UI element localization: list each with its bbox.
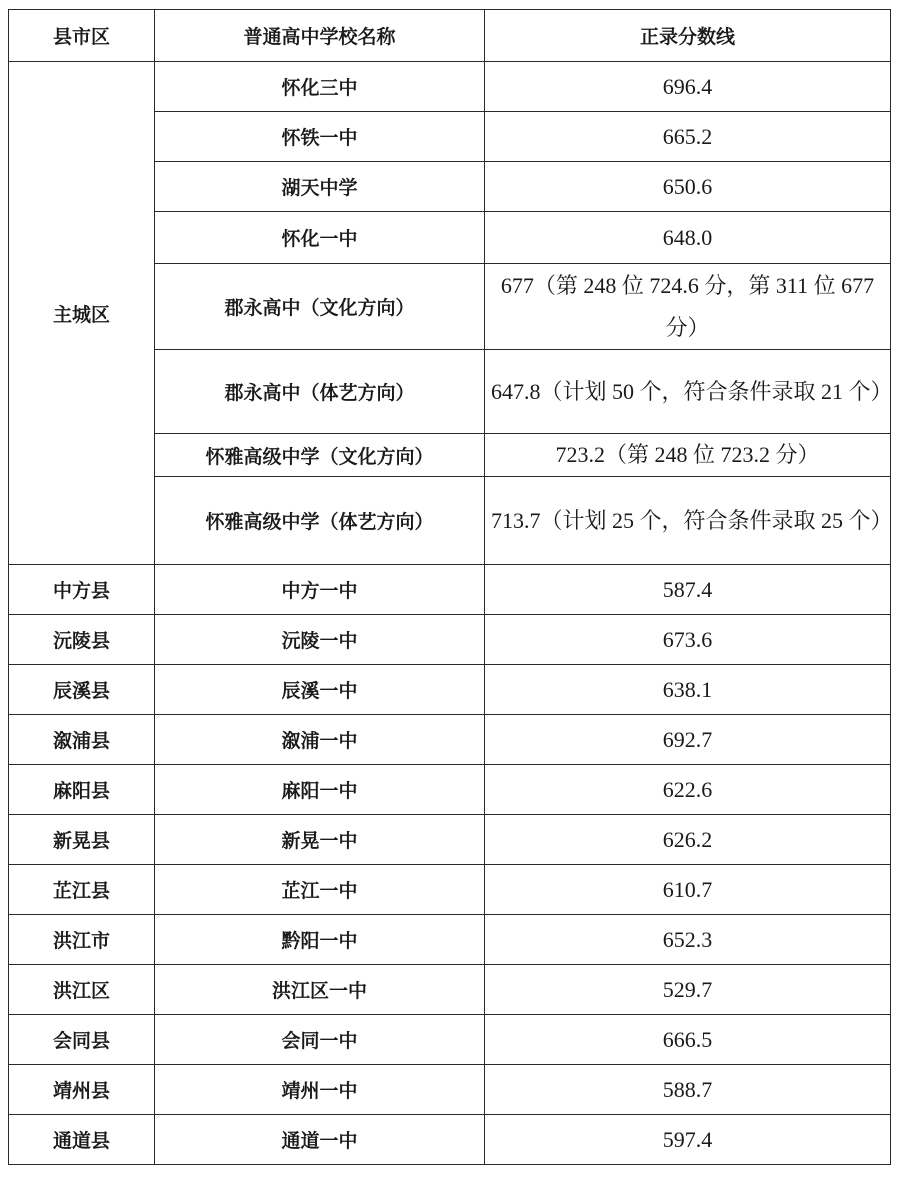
score-cell: 638.1 (485, 665, 891, 715)
county-cell: 麻阳县 (9, 765, 155, 815)
county-cell: 新晃县 (9, 815, 155, 865)
table-row (9, 62, 891, 112)
table-row (9, 915, 891, 965)
score-cell: 713.7（计划 25 个，符合条件录取 25 个） (485, 477, 891, 565)
score-cell: 588.7 (485, 1065, 891, 1115)
school-cell: 靖州一中 (155, 1065, 485, 1115)
table-row (9, 1115, 891, 1165)
score-cell: 673.6 (485, 615, 891, 665)
table-row (9, 715, 891, 765)
school-cell: 沅陵一中 (155, 615, 485, 665)
school-cell: 会同一中 (155, 1015, 485, 1065)
school-cell: 辰溪一中 (155, 665, 485, 715)
school-cell: 溆浦一中 (155, 715, 485, 765)
county-cell: 溆浦县 (9, 715, 155, 765)
school-cell: 郡永高中（文化方向） (155, 264, 485, 350)
score-cell: 587.4 (485, 565, 891, 615)
school-cell: 新晃一中 (155, 815, 485, 865)
school-cell: 郡永高中（体艺方向） (155, 350, 485, 434)
score-cell: 723.2（第 248 位 723.2 分） (485, 434, 891, 477)
school-cell: 怀铁一中 (155, 112, 485, 162)
table-row (9, 615, 891, 665)
score-cell: 622.6 (485, 765, 891, 815)
school-cell: 怀化三中 (155, 62, 485, 112)
county-cell: 通道县 (9, 1115, 155, 1165)
column-header-county: 县市区 (9, 10, 155, 62)
county-cell: 辰溪县 (9, 665, 155, 715)
county-cell: 会同县 (9, 1015, 155, 1065)
school-cell: 怀化一中 (155, 212, 485, 264)
county-cell: 芷江县 (9, 865, 155, 915)
score-cell: 696.4 (485, 62, 891, 112)
county-cell: 沅陵县 (9, 615, 155, 665)
score-cell: 666.5 (485, 1015, 891, 1065)
school-cell: 中方一中 (155, 565, 485, 615)
score-cell: 665.2 (485, 112, 891, 162)
score-cell: 597.4 (485, 1115, 891, 1165)
column-header-school: 普通高中学校名称 (155, 10, 485, 62)
score-cell: 529.7 (485, 965, 891, 1015)
school-cell: 麻阳一中 (155, 765, 485, 815)
table-row (9, 565, 891, 615)
county-cell: 中方县 (9, 565, 155, 615)
county-cell: 洪江市 (9, 915, 155, 965)
school-cell: 怀雅高级中学（文化方向） (155, 434, 485, 477)
table-header-row (9, 10, 891, 62)
table-row (9, 1065, 891, 1115)
score-cell: 692.7 (485, 715, 891, 765)
score-cell: 626.2 (485, 815, 891, 865)
table-row (9, 865, 891, 915)
school-cell: 通道一中 (155, 1115, 485, 1165)
table-row (9, 965, 891, 1015)
table-row (9, 765, 891, 815)
table-row (9, 815, 891, 865)
county-cell-main-area: 主城区 (9, 62, 155, 565)
county-cell: 靖州县 (9, 1065, 155, 1115)
score-cell: 647.8（计划 50 个，符合条件录取 21 个） (485, 350, 891, 434)
score-cell: 648.0 (485, 212, 891, 264)
school-cell: 怀雅高级中学（体艺方向） (155, 477, 485, 565)
score-cell: 677（第 248 位 724.6 分，第 311 位 677 分） (485, 264, 891, 350)
column-header-score: 正录分数线 (485, 10, 891, 62)
admission-score-table (8, 9, 891, 1165)
score-cell: 650.6 (485, 162, 891, 212)
score-cell: 652.3 (485, 915, 891, 965)
school-cell: 芷江一中 (155, 865, 485, 915)
table-row (9, 665, 891, 715)
school-cell: 黔阳一中 (155, 915, 485, 965)
school-cell: 湖天中学 (155, 162, 485, 212)
school-cell: 洪江区一中 (155, 965, 485, 1015)
table-row (9, 1015, 891, 1065)
county-cell: 洪江区 (9, 965, 155, 1015)
score-cell: 610.7 (485, 865, 891, 915)
